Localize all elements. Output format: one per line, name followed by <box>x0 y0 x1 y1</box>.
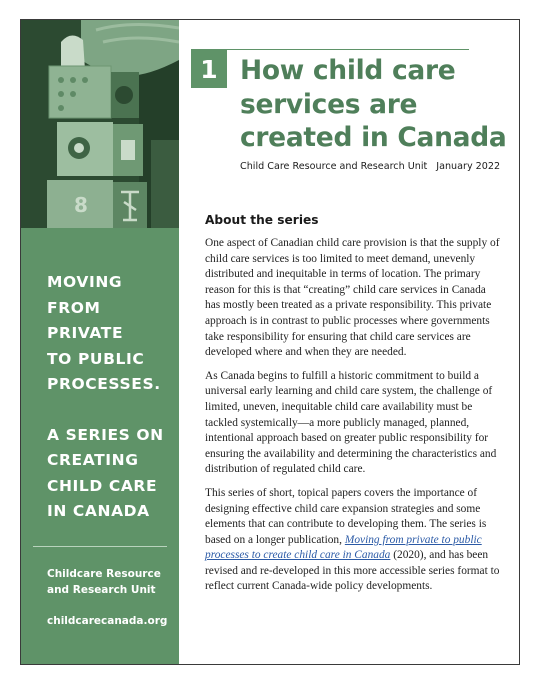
paragraph-1: One aspect of Canadian child care provision is that the supply of child care services is too limited to meet demand, unevenly distributed and inequitable in terms of location. The primary reason for this is that “creating” child care services in Canada has mostly been treated as a private responsibility. This private approach is in contrast to public processes where governments take responsibility for ensuring that child care services are developed where and when they are needed. <box>205 237 500 359</box>
publisher-name: Child Care Resource and Research Unit <box>240 161 428 172</box>
paper-number-badge: 1 <box>191 50 227 88</box>
toy-blocks-illustration <box>21 20 179 228</box>
tagline-moving-from-private: MOVING FROM PRIVATE TO PUBLIC PROCESSES. <box>47 273 161 393</box>
publication-date: January 2022 <box>436 161 501 172</box>
paragraph-3-rest: (2020), and has been revised and re-developed in this more accessible series format to reflect current Canada-wide policy developments. <box>205 549 500 593</box>
paragraph-3-intro: This series of short, topical papers covers the importance of designing effective child care expansion strategies and some elements that can contribute to developing them. The series is based on a longer publication, <box>205 486 487 546</box>
page-title: How child care services are created in Canada <box>240 55 507 153</box>
paragraph-3 <box>205 486 501 595</box>
sidebar <box>21 228 179 665</box>
publication-meta <box>240 161 510 172</box>
publication-link[interactable]: Moving from private to public processes to create child care in Canada <box>205 533 482 562</box>
block-number: 8 <box>74 193 88 217</box>
cover-photo <box>21 20 179 228</box>
sidebar-tagline <box>47 270 172 525</box>
section-heading: About the series <box>205 213 319 227</box>
sidebar-org-name: Childcare Resource and Research Unit <box>47 568 161 596</box>
toy-block-icon <box>49 66 111 118</box>
body-text <box>205 236 501 603</box>
title-rule <box>191 49 469 50</box>
document-page <box>20 19 520 665</box>
sidebar-divider <box>33 546 167 547</box>
tagline-series-on-creating: A SERIES ON CREATING CHILD CARE IN CANADA <box>47 425 164 520</box>
sidebar-website-link[interactable]: childcarecanada.org <box>47 615 168 627</box>
paragraph-2: As Canada begins to fulfill a historic commitment to build a universal early learning and child care system, the challenge of limited, uneven, inequitable child care availability must be tackled systemically—a more publicly managed, planned, intentional approach based on greater public responsibility for ensuring the availability and determining the characteristics and distribution of regulated child care. <box>205 369 497 476</box>
